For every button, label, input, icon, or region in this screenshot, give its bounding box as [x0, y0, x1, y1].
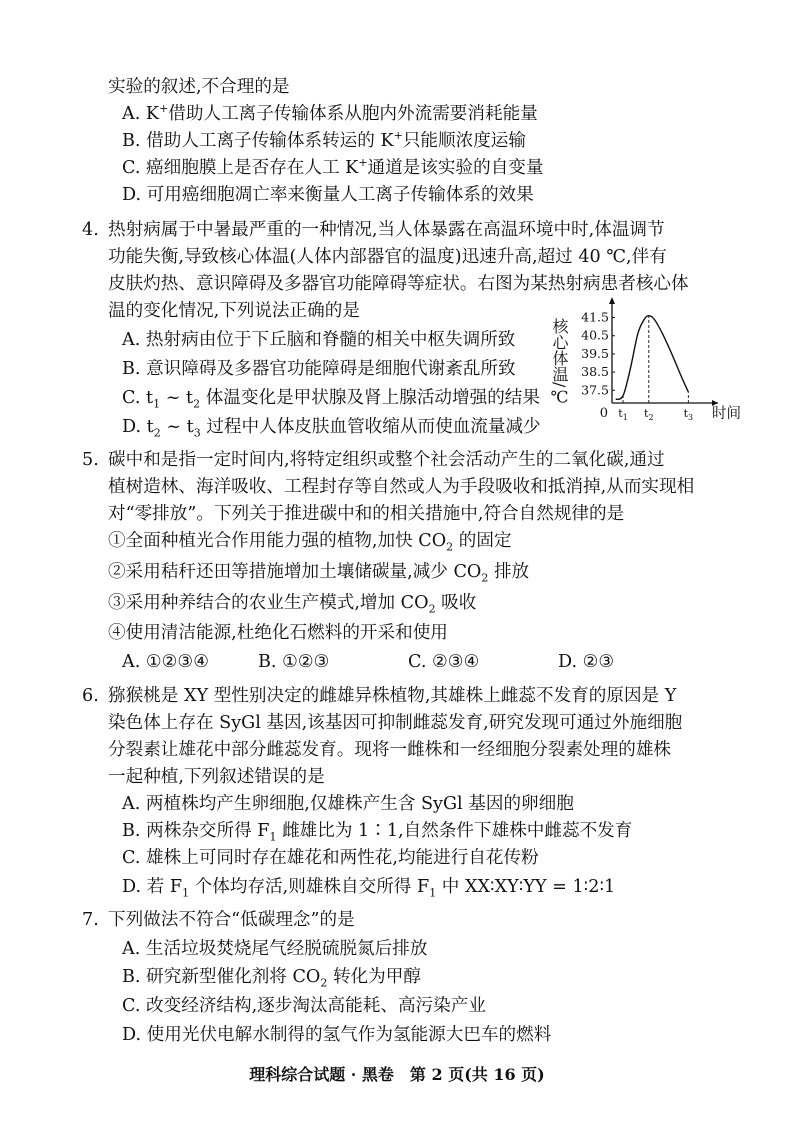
q5-item-4: ④使用清洁能源,杜绝化石燃料的开采和使用: [108, 623, 448, 643]
q7-stem: 下列做法不符合“低碳理念”的是: [108, 910, 355, 930]
y-tick-label: 40.5: [581, 327, 609, 343]
q7-option-c: C. 改变经济结构,逐步淘汰高能耗、高污染产业: [122, 996, 486, 1016]
q3-option-b: B. 借助人工离子传输体系转运的 K+只能顺浓度运输: [122, 129, 526, 151]
q4-stem-line3: 皮肤灼热、意识障碍及多器官功能障碍等症状。右图为某热射病患者核心体: [108, 274, 689, 294]
q4-stem-line2: 功能失衡,导致核心体温(人体内部器官的温度)迅速升高,超过 40 ℃,伴有: [108, 247, 667, 267]
y-tick-label: 37.5: [581, 382, 609, 398]
q4-option-b: B. 意识障碍及多器官功能障碍是细胞代谢紊乱所致: [122, 359, 516, 379]
chart-ylabel: 核心体温/℃: [550, 318, 569, 407]
q5-stem-line3: 对“零排放”。下列关于推进碳中和的相关措施中,符合自然规律的是: [108, 504, 625, 524]
q6-option-c: C. 雄株上可同时存在雄花和两性花,均能进行自花传粉: [122, 848, 539, 868]
q3-option-c: C. 癌细胞膜上是否存在人工 K+通道是该实验的自变量: [122, 156, 544, 178]
q6-option-d: D. 若 $F_1$ 个体均存活,则雄株自交所得 $F_1$ 中 XX∶XY∶YY = 1∶2∶1: [122, 877, 616, 900]
q5-option-a: A. ①②③④: [122, 652, 209, 672]
q6-stem-line1: 猕猴桃是 XY 型性别决定的雌雄异株植物,其雄株上雌蕊不发育的原因是 Y: [108, 686, 677, 706]
q6-option-a: A. 两植株均产生卵细胞,仅雄株产生含 SyGl 基因的卵细胞: [122, 794, 574, 814]
x-tick-label: $t_1$: [618, 407, 628, 422]
origin-label: 0: [599, 406, 608, 421]
q5-item-3: ③采用种养结合的农业生产模式,增加 $CO_2$ 吸收: [108, 593, 477, 616]
q4-option-a: A. 热射病由位于下丘脑和脊髓的相关中枢失调所致: [122, 330, 516, 350]
y-tick-label: 41.5: [581, 309, 609, 325]
q5-option-c: C. ②③④: [408, 652, 480, 672]
x-tick-label: $t_2$: [644, 407, 654, 422]
y-tick-label: 39.5: [581, 345, 609, 361]
page-footer: 理科综合试题 · 黑卷 第 2 页(共 16 页): [249, 1065, 545, 1084]
q7-option-a: A. 生活垃圾焚烧尾气经脱硫脱氮后排放: [122, 939, 428, 959]
y-axis-arrow: [609, 297, 615, 304]
q4-stem-line1: 热射病属于中暑最严重的一种情况,当人体暴露在高温环境中时,体温调节: [108, 220, 665, 240]
q6-number: 6.: [82, 686, 99, 706]
q4-option-c: C. $t_1$ ~ $t_2$ 体温变化是甲状腺及肾上腺活动增强的结果: [122, 388, 540, 411]
q7-number: 7.: [82, 910, 99, 930]
q3-stem: 实验的叙述,不合理的是: [108, 77, 290, 97]
q3-option-a: A. K+借助人工离子传输体系从胞内外流需要消耗能量: [122, 102, 538, 124]
q4-option-d: D. $t_2$ ~ $t_3$ 过程中人体皮肤血管收缩从而使血流量减少: [122, 417, 541, 440]
q5-option-d: D. ②③: [558, 652, 615, 672]
q5-stem-line1: 碳中和是指一定时间内,将特定组织或整个社会活动产生的二氧化碳,通过: [108, 450, 665, 470]
q4-stem-line4: 温的变化情况,下列说法正确的是: [108, 301, 360, 321]
q7-option-d: D. 使用光伏电解水制得的氢气作为氢能源大巴车的燃料: [122, 1025, 552, 1045]
q5-item-2: ②采用秸秆还田等措施增加土壤储碳量,减少 $CO_2$ 排放: [108, 562, 530, 585]
q3-option-d: D. 可用癌细胞凋亡率来衡量人工离子传输体系的效果: [122, 185, 534, 205]
temperature-curve: [616, 316, 689, 400]
q5-stem-line2: 植树造林、海洋吸收、工程封存等自然或人为手段吸收和抵消掉,从而实现相: [108, 477, 695, 497]
q5-item-1: ①全面种植光合作用能力强的植物,加快 $CO_2$ 的固定: [108, 531, 512, 554]
q6-stem-line4: 一起种植,下列叙述错误的是: [108, 767, 325, 787]
x-tick-label: $t_3$: [683, 407, 694, 422]
body-temperature-chart: [540, 295, 741, 425]
y-tick-label: 38.5: [581, 364, 609, 380]
q6-stem-line3: 分裂素让雄花中部分雌蕊发育。现将一雌株和一经细胞分裂素处理的雄株: [108, 740, 672, 760]
q5-option-b: B. ①②③: [258, 652, 330, 672]
q7-option-b: B. 研究新型催化剂将 $CO_2$ 转化为甲醇: [122, 967, 421, 990]
x-axis-label: 时间: [712, 406, 741, 422]
q4-number: 4.: [82, 220, 99, 240]
q6-stem-line2: 染色体上存在 SyGl 基因,该基因可抑制雌蕊发育,研究发现可通过外施细胞: [108, 713, 683, 733]
q6-option-b: B. 两株杂交所得 $F_1$ 雌雄比为 1∶1,自然条件下雄株中雌蕊不发育: [122, 821, 633, 844]
q5-number: 5.: [82, 450, 99, 470]
